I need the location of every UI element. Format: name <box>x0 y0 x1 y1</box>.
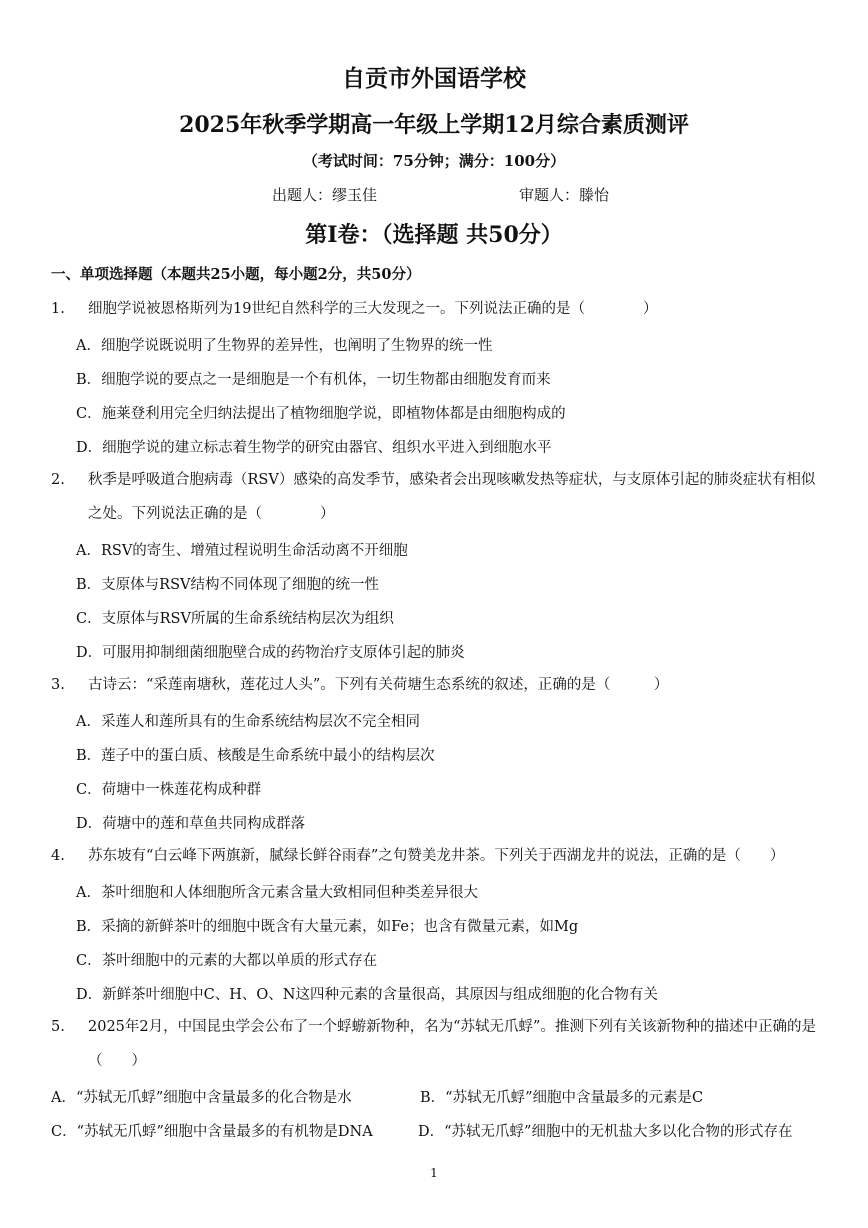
option-c: C．“苏轼无爪蜉”细胞中含量最多的有机物是DNA <box>51 1124 373 1140</box>
question-stem: 苏东坡有“白云峰下两旗新，腻绿长鲜谷雨春”之句赞美龙井茶。下列关于西湖龙井的说法，正确的是（ ） <box>88 848 785 864</box>
option-d: D．细胞学说的建立标志着生物学的研究由器官、组织水平进入到细胞水平 <box>76 440 552 456</box>
option-a: A．采莲人和莲所具有的生命系统结构层次不完全相同 <box>76 714 420 730</box>
option-c: C．施莱登利用完全归纳法提出了植物细胞学说，即植物体都是由细胞构成的 <box>76 406 566 422</box>
option-d: D．新鲜茶叶细胞中C、H、O、N这四种元素的含量很高，其原因与组成细胞的化合物有关 <box>76 987 658 1003</box>
question-stem: 2025年2月，中国昆虫学会公布了一个蜉蝣新物种，名为“苏轼无爪蜉”。推测下列有关该新物种的描述中正确的是（ ） <box>88 1019 816 1069</box>
question-stem: 古诗云：“采莲南塘秋，莲花过人头”。下列有关荷塘生态系统的叙述，正确的是（ ） <box>88 677 669 693</box>
option-c: C．支原体与RSV所属的生命系统结构层次为组织 <box>76 611 394 627</box>
school-name: 自贡市外国语学校 <box>342 65 526 92</box>
question-setter: 出题人：缪玉佳 <box>272 186 378 204</box>
option-c: C．荷塘中一株莲花构成种群 <box>76 782 262 798</box>
question-number: 3. <box>51 677 65 693</box>
question-number: 5. <box>51 1019 65 1035</box>
option-b: B．采摘的新鲜茶叶的细胞中既含有大量元素，如Fe；也含有微量元素，如Mg <box>76 919 579 935</box>
option-a: A．“苏轼无爪蜉”细胞中含量最多的化合物是水 <box>51 1090 352 1106</box>
part-heading: 一、单项选择题（本题共25小题，每小题2分，共50分） <box>51 266 421 283</box>
option-b: B．“苏轼无爪蜉”细胞中含量最多的元素是C <box>420 1090 704 1106</box>
question-reviewer: 审题人：滕怡 <box>519 186 610 204</box>
question-number: 1. <box>51 301 65 317</box>
option-b: B．支原体与RSV结构不同体现了细胞的统一性 <box>76 577 379 593</box>
option-d: D．可服用抑制细菌细胞壁合成的药物治疗支原体引起的肺炎 <box>76 645 465 661</box>
section-title: 第Ⅰ卷：（选择题 共50分） <box>305 222 563 248</box>
option-a: A．细胞学说既说明了生物界的差异性，也阐明了生物界的统一性 <box>76 338 493 354</box>
option-a: A．RSV的寄生、增殖过程说明生命活动离不开细胞 <box>76 543 408 559</box>
question-stem: 细胞学说被恩格斯列为19世纪自然科学的三大发现之一。下列说法正确的是（ ） <box>88 301 658 317</box>
exam-info: （考试时间：75分钟；满分：100分） <box>302 152 566 170</box>
question-number: 4. <box>51 848 65 864</box>
option-b: B．莲子中的蛋白质、核酸是生命系统中最小的结构层次 <box>76 748 435 764</box>
exam-title: 2025年秋季学期高一年级上学期12月综合素质测评 <box>179 112 689 138</box>
option-d: D．荷塘中的莲和草鱼共同构成群落 <box>76 816 306 832</box>
question-stem: 秋季是呼吸道合胞病毒（RSV）感染的高发季节，感染者会出现咳嗽发热等症状，与支原体引起的肺炎症状有相似之处。下列说法正确的是（ ） <box>88 472 816 522</box>
page-number: 1 <box>430 1166 438 1180</box>
question-number: 2. <box>51 472 65 488</box>
option-b: B．细胞学说的要点之一是细胞是一个有机体，一切生物都由细胞发育而来 <box>76 372 551 388</box>
option-c: C．茶叶细胞中的元素的大都以单质的形式存在 <box>76 953 378 969</box>
option-d: D．“苏轼无爪蜉”细胞中的无机盐大多以化合物的形式存在 <box>418 1124 793 1140</box>
option-a: A．茶叶细胞和人体细胞所含元素含量大致相同但种类差异很大 <box>76 885 478 901</box>
